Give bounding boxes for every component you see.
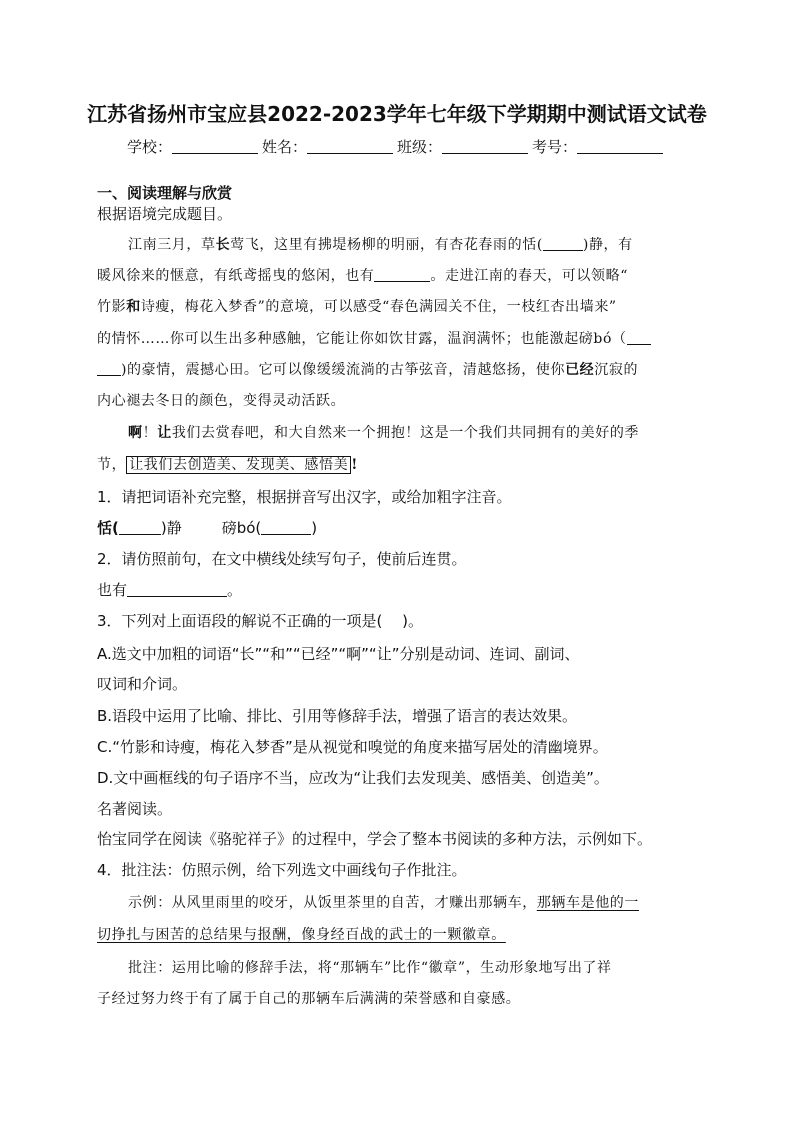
answer-text: 恬( bbox=[97, 519, 119, 537]
answer-text: 也有 bbox=[97, 581, 128, 599]
school-label: 学校： bbox=[126, 138, 172, 156]
name-label: 姓名： bbox=[261, 138, 307, 156]
passage-text: 我们去赏春吧，和大自然来一个拥抱！这是一个我们共同拥有的美好的季 bbox=[171, 425, 640, 441]
boxed-sentence: 让我们去创造美、发现美、感悟美 bbox=[126, 456, 351, 474]
passage-text: ! bbox=[351, 457, 358, 473]
bold-word-a: 啊 bbox=[128, 425, 143, 441]
answer-blank-continue[interactable] bbox=[127, 582, 227, 597]
passage-line-6: 内心褪去冬日的颜色，变得灵动活跃。 bbox=[97, 393, 346, 409]
passage-text: 的情怀……你可以生出多种感触，它能让你如饮甘露，温润满怀；也能激起磅bó（ bbox=[97, 331, 627, 347]
question-1-answer bbox=[97, 518, 317, 538]
example-text: 示例：从风里雨里的咬牙，从饭里茶里的自苦，才赚出那辆车， bbox=[128, 895, 537, 911]
passage-text: 莺飞，这里有拂堤杨柳的明丽，有杏花春雨的恬( bbox=[230, 237, 543, 253]
exam-no-blank[interactable] bbox=[577, 139, 663, 154]
passage-text: ！ bbox=[142, 425, 158, 441]
continue-sentence-blank[interactable] bbox=[374, 267, 430, 282]
passage-line-8 bbox=[97, 455, 358, 475]
passage-text: 。走进江南的春天，可以领略“ bbox=[430, 268, 628, 284]
passage-line-2 bbox=[97, 266, 628, 286]
passage-text: )的豪情，震撼心田。它可以像缓缓流淌的古筝弦音，清越悠扬，使你 bbox=[121, 362, 566, 378]
option-c[interactable]: C.“竹影和诗瘦，梅花入梦香”是从视觉和嗅觉的角度来描写居处的清幽境界。 bbox=[97, 738, 608, 756]
option-d[interactable]: D.文中画框线的句子语序不当，应改为“让我们去发现美、感悟美、创造美”。 bbox=[97, 769, 609, 787]
question-2-answer bbox=[97, 580, 242, 600]
bold-word-chang: 长 bbox=[215, 237, 231, 253]
question-4: 4．批注法：仿照示例，给下列选文中画线句子作批注。 bbox=[97, 861, 467, 879]
option-a-line-2: 叹词和介词。 bbox=[97, 675, 188, 693]
bo-blank-part1[interactable] bbox=[627, 330, 651, 345]
famous-book-heading: 名著阅读。 bbox=[97, 800, 173, 818]
example-line-1 bbox=[128, 893, 639, 913]
passage-line-4 bbox=[97, 329, 651, 349]
bold-word-he: 和 bbox=[126, 299, 141, 315]
bold-word-rang: 让 bbox=[157, 425, 172, 441]
option-a-line-1[interactable]: A.选文中加粗的词语“长”“和”“已经”“啊”“让”分别是动词、连词、副词、 bbox=[97, 645, 580, 663]
passage-line-3 bbox=[97, 297, 617, 317]
example-line-2 bbox=[97, 925, 506, 945]
annotation-line-2: 子经过努力终于有了属于自己的那辆车后满满的荣誉感和自豪感。 bbox=[97, 991, 521, 1007]
answer-text: 。 bbox=[227, 581, 243, 599]
passage-line-1 bbox=[128, 235, 633, 255]
exam-title: 江苏省扬州市宝应县2022-2023学年七年级下学期期中测试语文试卷 bbox=[87, 102, 707, 126]
passage-line-7 bbox=[128, 423, 639, 443]
class-label: 班级： bbox=[397, 138, 443, 156]
answer-text: )静 bbox=[160, 519, 182, 537]
section-intro: 根据语境完成题目。 bbox=[97, 205, 233, 223]
class-blank[interactable] bbox=[442, 139, 528, 154]
bo-blank-part2[interactable] bbox=[97, 361, 121, 376]
section-heading: 一、阅读理解与欣赏 bbox=[97, 184, 233, 202]
option-b[interactable]: B.语段中运用了比喻、排比、引用等修辞手法，增强了语言的表达效果。 bbox=[97, 707, 578, 725]
passage-text: 江南三月，草 bbox=[128, 237, 216, 253]
passage-text: 诗瘦，梅花入梦香”的意境，可以感受“春色满园关不住，一枝红杏出墙来” bbox=[140, 299, 617, 315]
student-info-line bbox=[0, 136, 794, 157]
passage-line-5 bbox=[97, 360, 638, 380]
name-blank[interactable] bbox=[307, 139, 393, 154]
question-1: 1．请把词语补充完整，根据拼音写出汉字，或给加粗字注音。 bbox=[97, 488, 512, 506]
answer-blank-bo[interactable] bbox=[261, 520, 311, 535]
famous-book-intro: 怡宝同学在阅读《骆驼祥子》的过程中，学会了整本书阅读的多种方法，示例如下。 bbox=[97, 830, 653, 848]
underlined-sentence: 那辆车是他的一 bbox=[536, 895, 640, 911]
answer-text: ) bbox=[311, 519, 318, 537]
bold-word-yijing: 已经 bbox=[565, 362, 595, 378]
answer-blank-tian[interactable] bbox=[119, 520, 161, 535]
exam-no-label: 考号： bbox=[532, 138, 578, 156]
annotation-line-1: 批注：运用比喻的修辞手法，将“那辆车”比作“徽章”，生动形象地写出了祥 bbox=[128, 960, 612, 976]
passage-text: 竹影 bbox=[97, 299, 127, 315]
passage-text: )静，有 bbox=[582, 237, 633, 253]
passage-text: 暖风徐来的惬意，有纸鸢摇曳的悠闲，也有 bbox=[97, 268, 375, 284]
question-2: 2．请仿照前句，在文中横线处续写句子，使前后连贯。 bbox=[97, 550, 467, 568]
underlined-sentence: 切挣扎与困苦的总结果与报酬，像身经百战的武士的一颗徽章。 bbox=[97, 927, 506, 943]
question-3: 3．下列对上面语段的解说不正确的一项是( )。 bbox=[97, 612, 424, 630]
passage-text: 节， bbox=[97, 457, 127, 473]
tian-blank[interactable] bbox=[543, 236, 583, 251]
school-blank[interactable] bbox=[172, 139, 258, 154]
passage-text: 沉寂的 bbox=[594, 362, 639, 378]
answer-text: 磅bó( bbox=[221, 519, 262, 537]
